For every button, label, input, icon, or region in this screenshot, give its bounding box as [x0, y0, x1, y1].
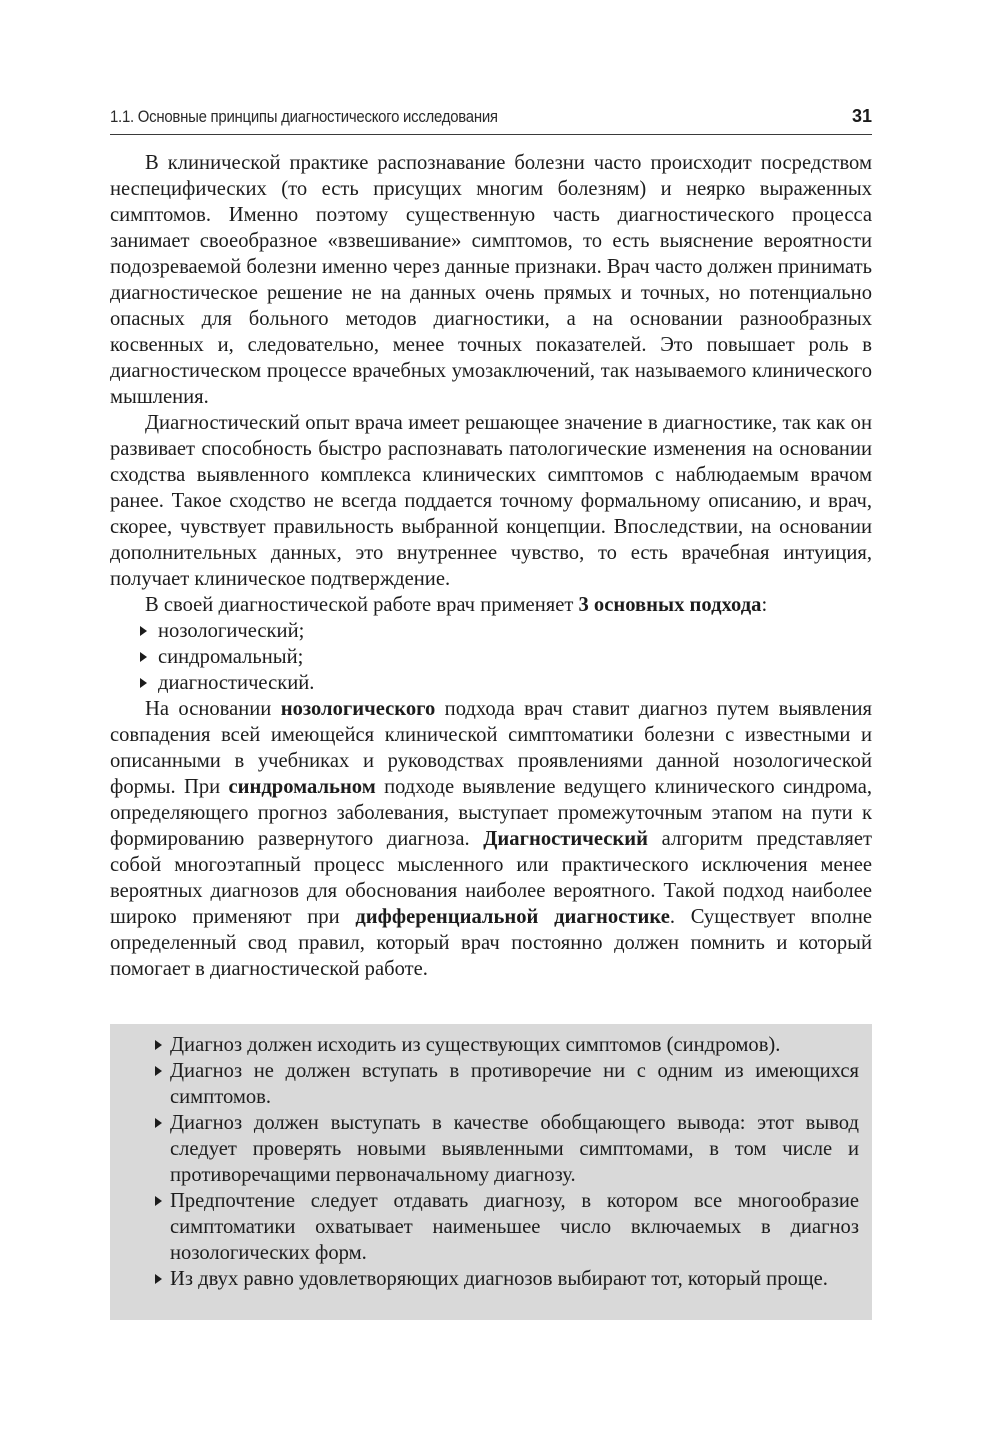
bullet-triangle-icon: [155, 1196, 162, 1206]
rule-item: [154, 1110, 859, 1188]
bullet-triangle-icon: [155, 1066, 162, 1076]
bullet-triangle-icon: [155, 1118, 162, 1128]
bold-term: дифференциальной диагностике: [355, 906, 670, 928]
bold-term: нозологического: [280, 698, 436, 720]
main-text: [110, 150, 872, 982]
bold-term: Диагностический: [483, 828, 648, 850]
list-item: [110, 670, 872, 696]
approaches-colon: :: [761, 594, 768, 616]
rule-item: [154, 1032, 859, 1058]
text-run: подходе выявление ведущего клинического синдрома, определяющего прогноз заболевания, выступает промежуточным этапом на пути к формированию развернутого диагноза.: [110, 776, 872, 850]
rule-item: [154, 1266, 859, 1292]
paragraph: В клинической практике распознавание болезни часто происходит посредством неспецифических (то есть присущих многим болезням) и неярко выраженных симптомов. Именно поэтому существенную часть диагностического процесса занимает своеобразное «взвешивание» симптомов, то есть выяснение вероятности подозреваемой болезни именно через данные признаки. Врач часто должен принимать диагностическое решение не на данных очень прямых и точных, но потенциально опасных для больного методов диагностики, а на основании разнообразных косвенных и, следовательно, менее точных показателей. Это повышает роль в диагностическом процессе врачебных умозаключений, так называемого клинического мышления.: [110, 152, 872, 408]
bullet-triangle-icon: [140, 678, 147, 688]
rule-item: [154, 1188, 859, 1266]
running-header: [110, 104, 872, 135]
text-run: . Существует вполне определенный свод правил, который врач постоянно должен помнить и который помогает в диагностической работе.: [110, 906, 872, 980]
rules-box: [110, 1024, 872, 1320]
rule-item: [154, 1058, 859, 1110]
rule-text: Из двух равно удовлетворяющих диагнозов выбирают тот, который проще.: [170, 1268, 828, 1290]
paragraph: [110, 696, 872, 982]
text-run: подхода врач ставит диагноз путем выявления совпадения всей имеющейся клинической симптоматики болезни с известными и описанными в учебниках и руководствах проявлениями данной нозологической формы. При: [110, 698, 873, 798]
list-item: [110, 644, 872, 670]
rule-text: Диагноз должен выступать в качестве обобщающего вывода: этот вывод следует проверять новыми выявленными симптомами, в том числе и противоречащими первоначальному диагнозу.: [170, 1112, 859, 1186]
text-run: На основании: [145, 698, 281, 720]
approaches-intro: [110, 592, 872, 618]
rule-text: Диагноз не должен вступать в противоречие ни с одним из имеющихся симптомов.: [170, 1060, 859, 1108]
running-title: 1.1. Основные принципы диагностического исследования: [110, 107, 498, 126]
bullet-triangle-icon: [140, 626, 147, 636]
bold-term: синдромальном: [228, 776, 376, 798]
list-item-text: нозологический;: [158, 620, 305, 642]
bullet-triangle-icon: [140, 652, 147, 662]
rule-text: Предпочтение следует отдавать диагнозу, в котором все многообразие симптоматики охватывает наименьшее число включаемых в диагноз нозологических форм.: [170, 1190, 859, 1264]
bullet-triangle-icon: [155, 1040, 162, 1050]
approaches-intro-text: В своей диагностической работе врач применяет: [145, 594, 579, 616]
list-item: [110, 618, 872, 644]
approaches-bold: 3 основных подхода: [578, 594, 762, 616]
list-item-text: синдромальный;: [158, 646, 304, 668]
paragraph: Диагностический опыт врача имеет решающее значение в диагностике, так как он развивает способность быстро распознавать патологические изменения на основании сходства выявленного комплекса клинических симптомов с наблюдаемым врачом ранее. Такое сходство не всегда поддается точному формальному описанию, и врач, скорее, чувствует правильность выбранной концепции. Впоследствии, на основании дополнительных данных, это внутреннее чувство, то есть врачебная интуиция, получает клиническое подтверждение.: [110, 412, 872, 590]
bullet-triangle-icon: [155, 1274, 162, 1284]
rule-text: Диагноз должен исходить из существующих симптомов (синдромов).: [170, 1034, 781, 1056]
approaches-list: [110, 618, 872, 696]
page-number: 31: [851, 106, 872, 126]
text-run: алгоритм представляет собой многоэтапный процесс мысленного или практического исключения менее вероятных диагнозов для обоснования наиболее вероятного. Такой подход наиболее широко применяют при: [110, 828, 872, 928]
list-item-text: диагностический.: [158, 672, 315, 694]
rules-list: [154, 1032, 859, 1292]
